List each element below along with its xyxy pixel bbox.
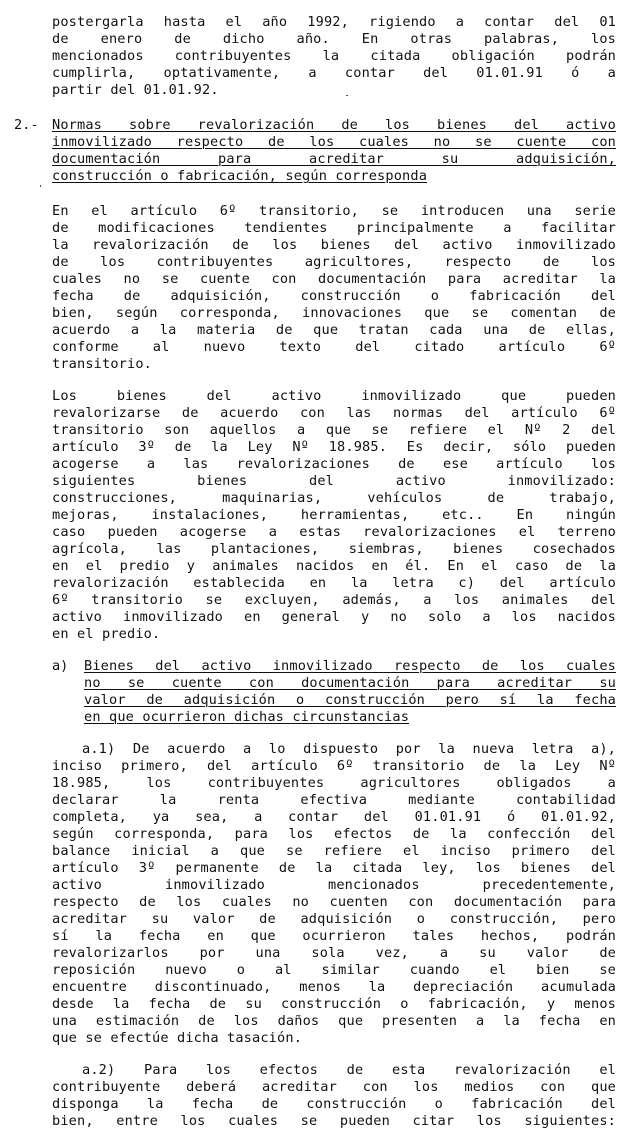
p2-line-10: agrícola, las plantaciones, siembras, bienes cosechados (52, 541, 616, 557)
p1-line-10: transitorio. (52, 356, 153, 372)
p1-line-7: bien, según corresponda, innovaciones que se comentan de (52, 305, 616, 321)
p2-line-11: en el predio y animales nacidos en él. En el caso de la (52, 558, 616, 574)
sub-heading-line-1: Bienes del activo inmovilizado respecto de los cuales (84, 658, 616, 674)
subsection-letter: a) (52, 658, 69, 674)
a1-line-1: a.1) De acuerdo a lo dispuesto por la nueva letra a), (82, 741, 616, 757)
a2-line-2: contribuyente deberá acreditar con los medios con que (52, 1079, 616, 1095)
p1-line-2: de modificaciones tendientes principalmente a facilitar (52, 220, 616, 236)
scan-speck (40, 185, 41, 187)
p2-line-8: mejoras, instalaciones, herramientas, etc.. En ningún (52, 507, 616, 523)
p2-line-14: activo inmovilizado en general y no solo a los nacidos (52, 609, 616, 625)
a1-line-17: una estimación de los daños que presenten a la fecha en (52, 1013, 616, 1029)
p2-line-3: transitorio son aquellos a que se refiere el Nº 2 del (52, 422, 616, 438)
p1-line-1: En el artículo 6º transitorio, se introducen una serie (52, 203, 616, 219)
p2-line-13: 6º transitorio se excluyen, además, a los animales del (52, 592, 616, 608)
p2-line-6: siguientes bienes del activo inmovilizado: (52, 473, 616, 489)
a1-line-15: encuentre discontinuado, menos la depreciación acumulada (52, 979, 616, 995)
a2-line-4: bien, entre los cuales se pueden citar los siguientes: (52, 1113, 616, 1129)
a2-line-3: disponga la fecha de construcción o fabricación del (52, 1096, 616, 1112)
p2-line-4: artículo 3º de la Ley Nº 18.985. Es decir, sólo pueden (52, 439, 616, 455)
a1-line-12: sí la fecha en que ocurrieron tales hechos, podrán (52, 928, 616, 944)
a1-line-9: activo inmovilizado mencionados precedentemente, (52, 877, 616, 893)
sub-heading-line-2: no se cuente con documentación para acreditar su (84, 675, 616, 691)
section-heading-line-2: inmovilizado respecto de los cuales no se cuente con (52, 134, 616, 150)
a1-line-3: 18.985, los contribuyentes agricultores obligados a (52, 775, 616, 791)
p2-line-1: Los bienes del activo inmovilizado que pueden (52, 388, 616, 404)
intro-line-5: partir del 01.01.92. (52, 82, 219, 98)
p1-line-5: cuales no se cuente con documentación para acreditar la (52, 271, 616, 287)
p1-line-6: fecha de adquisición, construcción o fabricación del (52, 288, 616, 304)
a1-line-6: según corresponda, para los efectos de la confección del (52, 826, 616, 842)
p1-line-3: la revalorización de los bienes del activo inmovilizado (52, 237, 616, 253)
a1-line-13: revalorizarlos por una sola vez, a su valor de (52, 945, 616, 961)
p2-line-15: en el predio. (52, 626, 161, 642)
section-heading-line-3: documentación para acreditar su adquisición, (52, 151, 616, 167)
a1-line-8: artículo 3º permanente de la citada ley, los bienes del (52, 860, 616, 876)
section-number: 2.- (14, 117, 39, 133)
sub-heading-line-3: valor de adquisición o construcción pero sí la fecha (84, 692, 616, 708)
scan-speck (346, 95, 348, 96)
p1-line-8: acuerdo a la materia de que tratan cada una de ellas, (52, 322, 616, 338)
section-heading-line-1: Normas sobre revalorización de los bienes del activo (52, 117, 616, 133)
intro-line-4: cumplirla, optativamente, a contar del 01.01.91 ó a (52, 65, 616, 81)
intro-line-3: mencionados contribuyentes la citada obligación podrán (52, 48, 616, 64)
p2-line-7: construcciones, maquinarias, vehículos de trabajo, (52, 490, 616, 506)
a2-line-1: a.2) Para los efectos de esta revalorización el (82, 1062, 616, 1078)
intro-line-2: de enero de dicho año. En otras palabras, los (52, 31, 616, 47)
p2-line-12: revalorización establecida en la letra c) del artículo (52, 575, 616, 591)
a1-line-14: reposición nuevo o al similar cuando el bien se (52, 962, 616, 978)
p2-line-5: acogerse a las revalorizaciones de ese artículo los (52, 456, 616, 472)
a1-line-2: inciso primero, del artículo 6º transitorio de la Ley Nº (52, 758, 616, 774)
a1-line-4: declarar la renta efectiva mediante contabilidad (52, 792, 616, 808)
p2-line-9: caso pueden acogerse a estas revalorizaciones el terreno (52, 524, 616, 540)
section-heading-line-4: construcción o fabricación, según corresponda (52, 168, 428, 184)
intro-line-1: postergarla hasta el año 1992, rigiendo a contar del 01 (52, 14, 616, 30)
a1-line-16: desde la fecha de su construcción o fabricación, y menos (52, 996, 616, 1012)
p2-line-2: revalorizarse de acuerdo con las normas del artículo 6º (52, 405, 616, 421)
a1-line-5: completa, ya sea, a contar del 01.01.91 ó 01.01.92, (52, 809, 616, 825)
p1-line-9: conforme al nuevo texto del citado artículo 6º (52, 339, 616, 355)
a1-line-18: que se efectúe dicha tasación. (52, 1030, 303, 1046)
sub-heading-line-4: en que ocurrieron dichas circunstancias (84, 709, 410, 725)
a1-line-11: acreditar su valor de adquisición o construcción, pero (52, 911, 616, 927)
a1-line-7: balance inicial a que se refiere el inciso primero del (52, 843, 616, 859)
a1-line-10: respecto de los cuales no cuenten con documentación para (52, 894, 616, 910)
p1-line-4: de los contribuyentes agricultores, respecto de los (52, 254, 616, 270)
